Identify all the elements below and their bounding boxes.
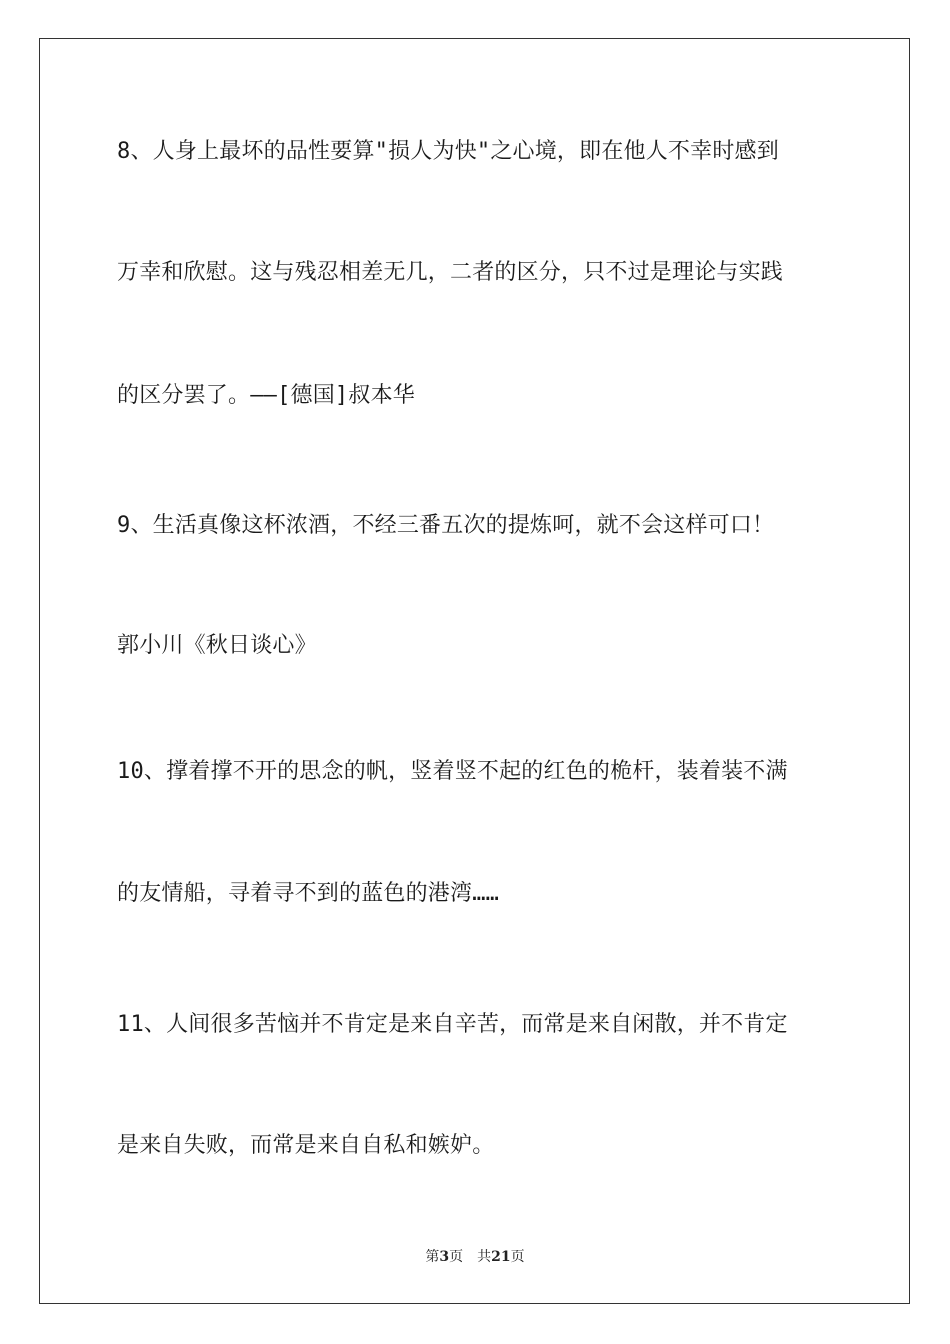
page-suffix: 页 bbox=[449, 1249, 464, 1265]
text-line-9: 是来自失败，而常是来自自私和嫉妒。 bbox=[117, 1133, 495, 1158]
total-suffix: 页 bbox=[510, 1249, 525, 1265]
page-prefix: 第 bbox=[425, 1249, 440, 1265]
total-pages: 21 bbox=[491, 1249, 511, 1265]
page-number: 3 bbox=[439, 1249, 450, 1265]
text-line-2: 万幸和欣慰。这与残忍相差无几，二者的区分，只不过是理论与实践 bbox=[117, 260, 784, 285]
text-line-1: 8、人身上最坏的品性要算"损人为快"之心境，即在他人不幸时感到 bbox=[117, 139, 779, 164]
total-prefix: 共 bbox=[477, 1249, 492, 1265]
text-line-3: 的区分罢了。——[德国]叔本华 bbox=[117, 383, 415, 408]
text-line-7: 的友情船，寻着寻不到的蓝色的港湾…… bbox=[117, 881, 500, 906]
text-line-6: 10、撑着撑不开的思念的帆，竖着竖不起的红色的桅杆，装着装不满 bbox=[117, 759, 788, 784]
text-line-4: 9、生活真像这杯浓酒，不经三番五次的提炼呵，就不会这样可口！ bbox=[117, 513, 775, 538]
page-footer bbox=[0, 1248, 950, 1266]
page-border bbox=[39, 38, 910, 1304]
text-line-5: 郭小川《秋日谈心》 bbox=[117, 633, 317, 658]
text-line-8: 11、人间很多苦恼并不肯定是来自辛苦，而常是来自闲散，并不肯定 bbox=[117, 1012, 788, 1037]
